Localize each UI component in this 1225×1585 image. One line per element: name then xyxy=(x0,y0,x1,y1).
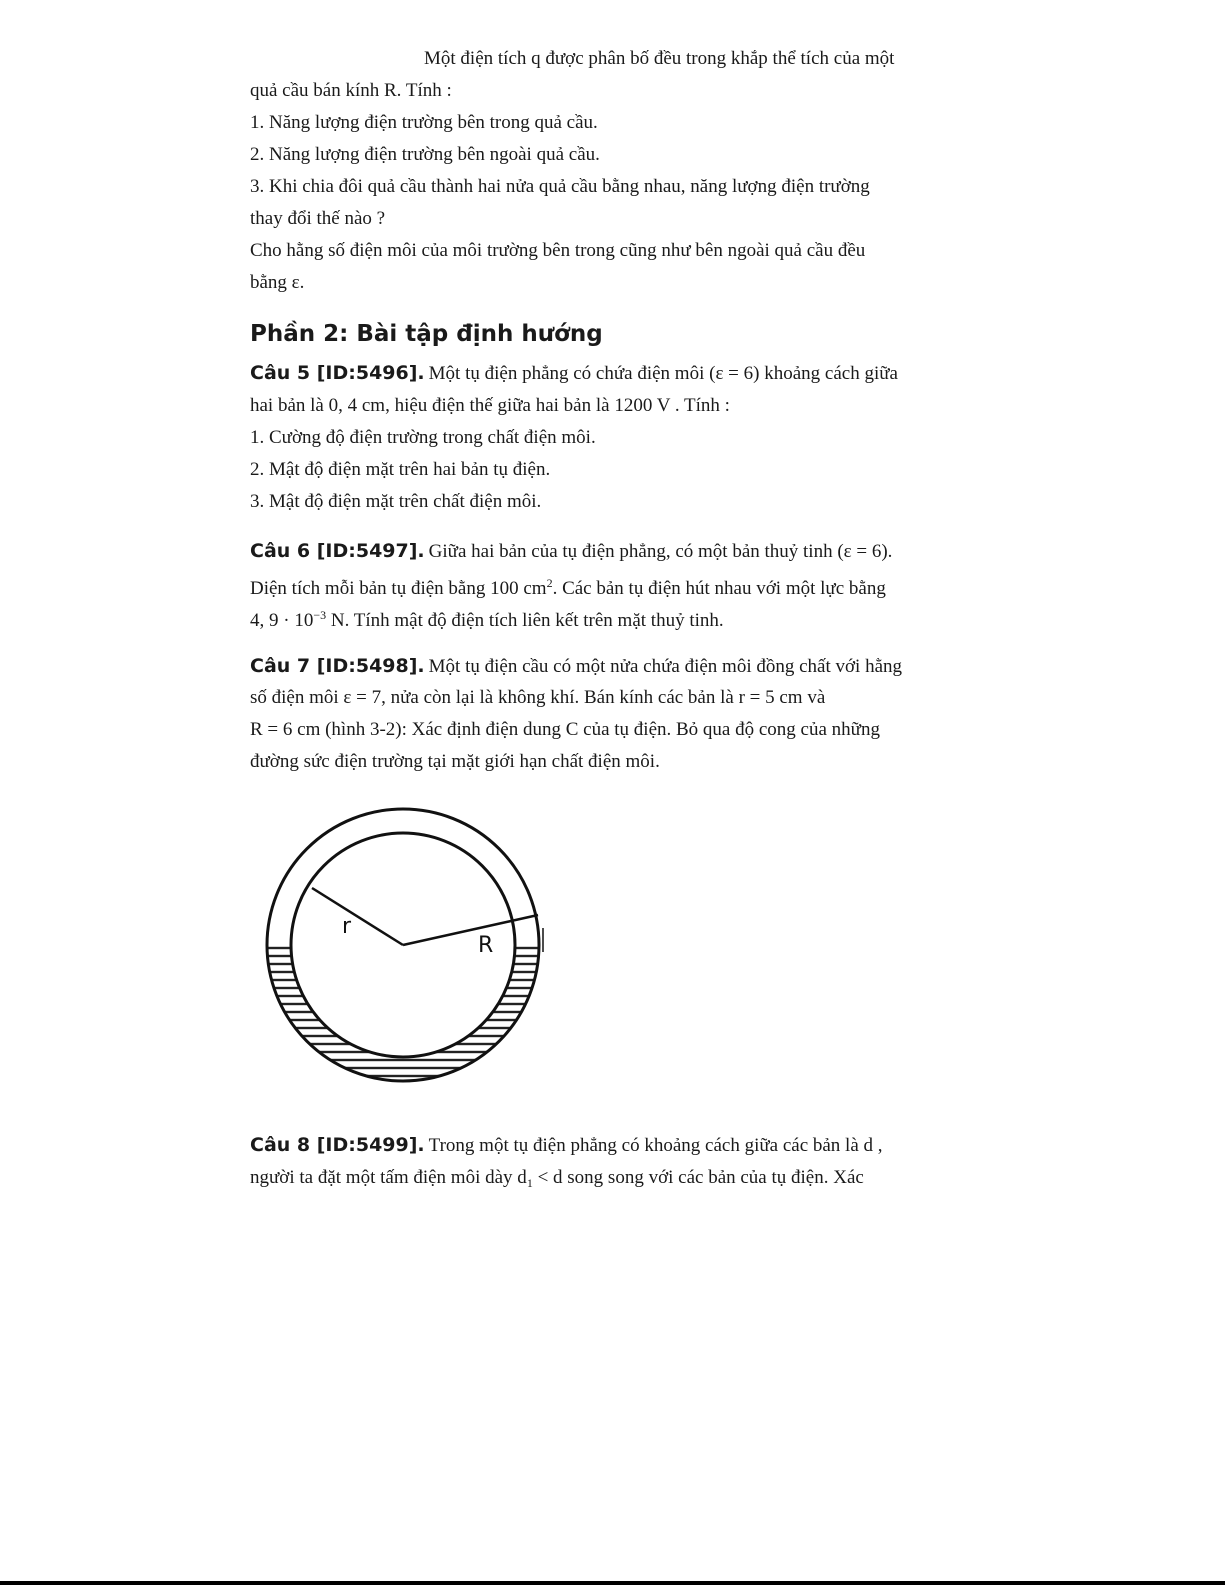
q6-text-1: Giữa hai bản của tụ điện phẳng, có một bản thuỷ tinh (ε = 6). xyxy=(428,541,893,562)
q8-text-1: Trong một tụ điện phẳng có khoảng cách giữa các bản là d , xyxy=(428,1135,883,1156)
intro-item-2: 2. Năng lượng điện trường bên ngoài quả cầu. xyxy=(250,144,600,165)
radius-line-R xyxy=(403,915,538,945)
q8-line-1 xyxy=(250,1132,883,1159)
q6-text-3a: 4, 9 · 10 xyxy=(250,610,314,631)
intro-line-2: quả cầu bán kính R. Tính : xyxy=(250,80,452,101)
q6-sup-2: 2 xyxy=(546,576,553,590)
intro-item-3b: thay đổi thế nào ? xyxy=(250,208,386,229)
q6-text-3b: N. Tính mật độ điện tích liên kết trên mặt thuỷ tinh. xyxy=(326,610,724,631)
q7-line-4: đường sức điện trường tại mặt giới hạn chất điện môi. xyxy=(250,751,660,772)
q8-label: Câu 8 [ID:5499]. xyxy=(250,1134,425,1156)
q6-text-2a: Diện tích mỗi bản tụ điện bằng 100 cm xyxy=(250,578,547,599)
q6-sup-3: −3 xyxy=(313,608,327,622)
q7-line-1 xyxy=(250,653,902,680)
q5-item-3: 3. Mật độ điện mặt trên chất điện môi. xyxy=(250,491,542,512)
q6-text-2b: . Các bản tụ điện hút nhau với một lực bằng xyxy=(552,578,886,599)
q5-item-1: 1. Cường độ điện trường trong chất điện môi. xyxy=(250,427,596,448)
q5-item-2: 2. Mật độ điện mặt trên hai bản tụ điện. xyxy=(250,459,551,480)
q8-line-2 xyxy=(250,1165,864,1196)
q5-line-2: hai bản là 0, 4 cm, hiệu điện thế giữa hai bản là 1200 V . Tính : xyxy=(250,395,730,416)
section-title: Phần 2: Bài tập định hướng xyxy=(250,321,603,347)
page-bottom-border xyxy=(0,1581,1225,1585)
label-R: R xyxy=(478,933,494,958)
q6-line-1 xyxy=(250,538,892,565)
q7-line-2: số điện môi ε = 7, nửa còn lại là không khí. Bán kính các bản là r = 5 cm và xyxy=(250,687,826,708)
intro-note-b: bằng ε. xyxy=(250,272,305,293)
q5-label: Câu 5 [ID:5496]. xyxy=(250,362,425,384)
q7-text-1: Một tụ điện cầu có một nửa chứa điện môi đồng chất với hằng xyxy=(428,656,902,677)
spherical-capacitor-figure xyxy=(258,800,558,1100)
radius-line-r xyxy=(312,888,403,945)
intro-line-1: Một điện tích q được phân bố đều trong khắp thể tích của một xyxy=(424,48,895,69)
intro-note-a: Cho hằng số điện môi của môi trường bên trong cũng như bên ngoài quả cầu đều xyxy=(250,240,866,261)
q8-text-2a: người ta đặt một tấm điện môi dày d xyxy=(250,1167,527,1188)
q5-line-1 xyxy=(250,360,898,387)
q6-label: Câu 6 [ID:5497]. xyxy=(250,540,425,562)
q6-line-2 xyxy=(250,570,886,602)
q7-line-3: R = 6 cm (hình 3-2): Xác định điện dung C của tụ điện. Bỏ qua độ cong của những xyxy=(250,719,880,740)
q6-line-3 xyxy=(250,602,724,634)
label-r: r xyxy=(342,914,352,939)
intro-item-3a: 3. Khi chia đôi quả cầu thành hai nửa quả cầu bằng nhau, năng lượng điện trường xyxy=(250,176,870,197)
q8-text-2b: < d song song với các bản của tụ điện. Xác xyxy=(532,1167,864,1188)
intro-item-1: 1. Năng lượng điện trường bên trong quả cầu. xyxy=(250,112,598,133)
q5-text-1: Một tụ điện phẳng có chứa điện môi (ε = 6) khoảng cách giữa xyxy=(428,363,898,384)
q7-label: Câu 7 [ID:5498]. xyxy=(250,655,425,677)
q8-sub-2: 1 xyxy=(526,1176,533,1190)
